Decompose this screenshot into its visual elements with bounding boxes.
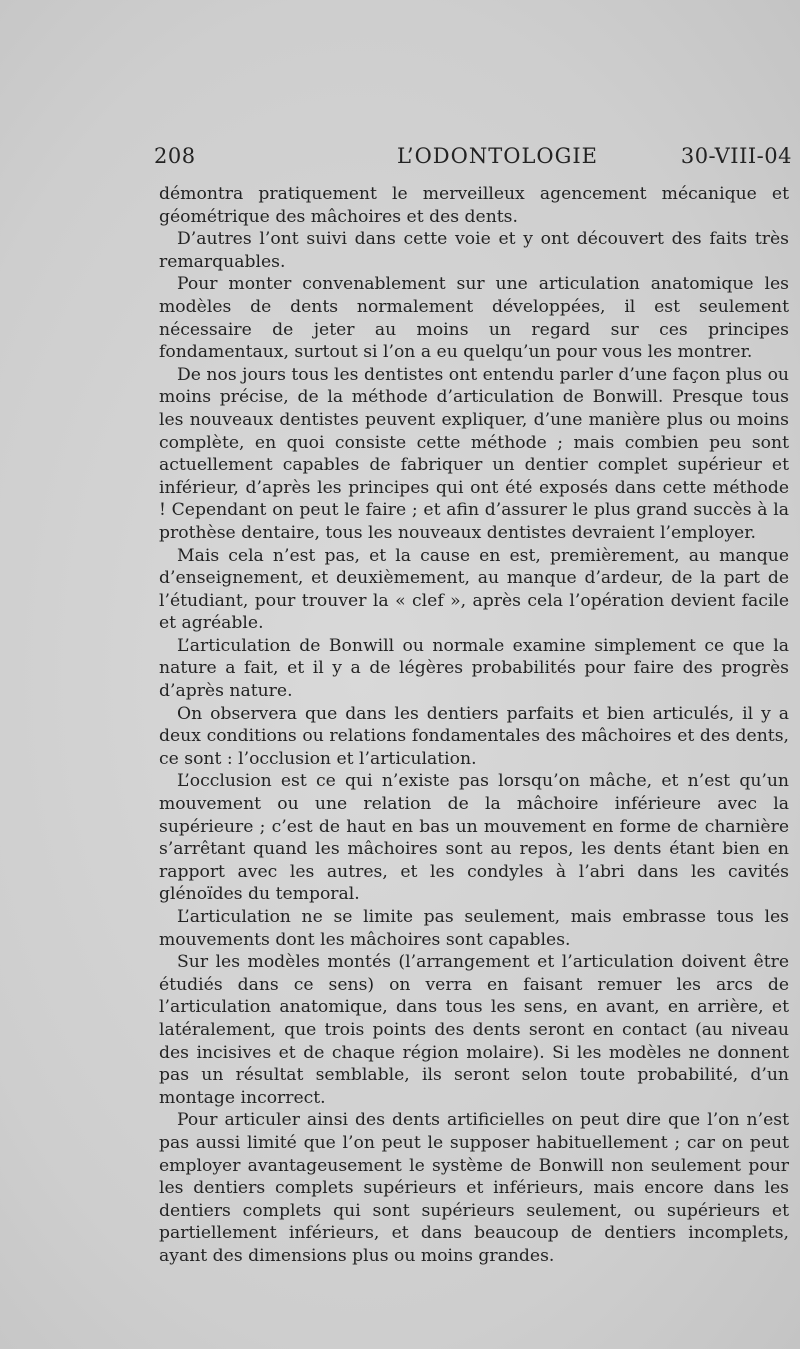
paragraph: On observera que dans les dentiers parfaits et bien articulés, il y a deux conditions ou relations fondamentales des mâchoires et des dents, ce sont : l’occlusion et l’articulation. <box>159 703 789 769</box>
paragraph: L’articulation ne se limite pas seulement, mais embrasse tous les mouvements dont les mâchoires sont capables. <box>159 907 789 950</box>
paragraph: De nos jours tous les dentistes ont entendu parler d’une façon plus ou moins précise, de la méthode d’articulation de Bonwill. Presque tous les nouveaux dentistes peuvent expliquer, d’une manière plus ou moins complète, en quoi consiste cette méthode ; mais combien peu sont actuellement capables de fabriquer un dentier complet supérieur et inférieur, d’après les principes qui ont été exposés dans cette méthode ! Cependant on peut le faire ; et afin d’assurer le plus grand succès à la prothèse dentaire, tous les nouveaux dentistes devraient l’employer. <box>159 364 789 543</box>
paragraph: L’articulation de Bonwill ou normale examine simplement ce que la nature a fait, et il y a de légères probabilités pour faire des progrès d’après nature. <box>159 635 789 702</box>
page-number: 208 <box>154 144 196 168</box>
article-body <box>159 183 789 1268</box>
paragraph: démontra pratiquement le merveilleux agencement mécanique et géométrique des mâchoires et des dents. <box>159 184 789 227</box>
running-header <box>154 144 792 176</box>
paragraph: Mais cela n’est pas, et la cause en est, premièrement, au manque d’enseignement, et deuxièmement, au manque d’ardeur, de la part de l’étudiant, pour trouver la « clef », après cela l’opération devient facile et agréable. <box>159 545 789 634</box>
journal-title: L’ODONTOLOGIE <box>397 144 599 168</box>
paragraph: D’autres l’ont suivi dans cette voie et y ont découvert des faits très remarquables. <box>159 229 789 272</box>
paragraph: Pour articuler ainsi des dents artificielles on peut dire que l’on n’est pas aussi limité que l’on peut le supposer habituellement ; car on peut employer avantageusement le système de Bonwill non seulement pour les dentiers complets supérieurs et inférieurs, mais encore dans les dentiers complets qui sont supérieurs seulement, ou supérieurs et partiellement inférieurs, et dans beaucoup de dentiers incomplets, ayant des dimensions plus ou moins grandes. <box>159 1110 789 1266</box>
paragraph: L’occlusion est ce qui n’existe pas lorsqu’on mâche, et n’est qu’un mouvement ou une relation de la mâchoire inférieure avec la supérieure ; c’est de haut en bas un mouvement en forme de charnière s’arrêtant quand les mâchoires sont au repos, les dents étant bien en rapport avec les autres, et les condyles à l’abri dans les cavités glénoïdes du temporal. <box>159 771 789 905</box>
issue-date: 30-VIII-04 <box>680 144 792 168</box>
paragraph: Pour monter convenablement sur une articulation anatomique les modèles de dents normalement développées, il est seulement nécessaire de jeter au moins un regard sur ces principes fondamentaux, surtout si l’on a eu quelqu’un pour vous les montrer. <box>159 274 789 363</box>
paragraph: Sur les modèles montés (l’arrangement et l’articulation doivent être étudiés dans ce sens) on verra en faisant remuer les arcs de l’articulation anatomique, dans tous les sens, en avant, en arrière, et latéralement, que trois points des dents seront en contact (au niveau des incisives et de chaque région molaire). Si les modèles ne donnent pas un résultat semblable, ils seront selon toute probabilité, d’un montage incorrect. <box>159 952 789 1108</box>
